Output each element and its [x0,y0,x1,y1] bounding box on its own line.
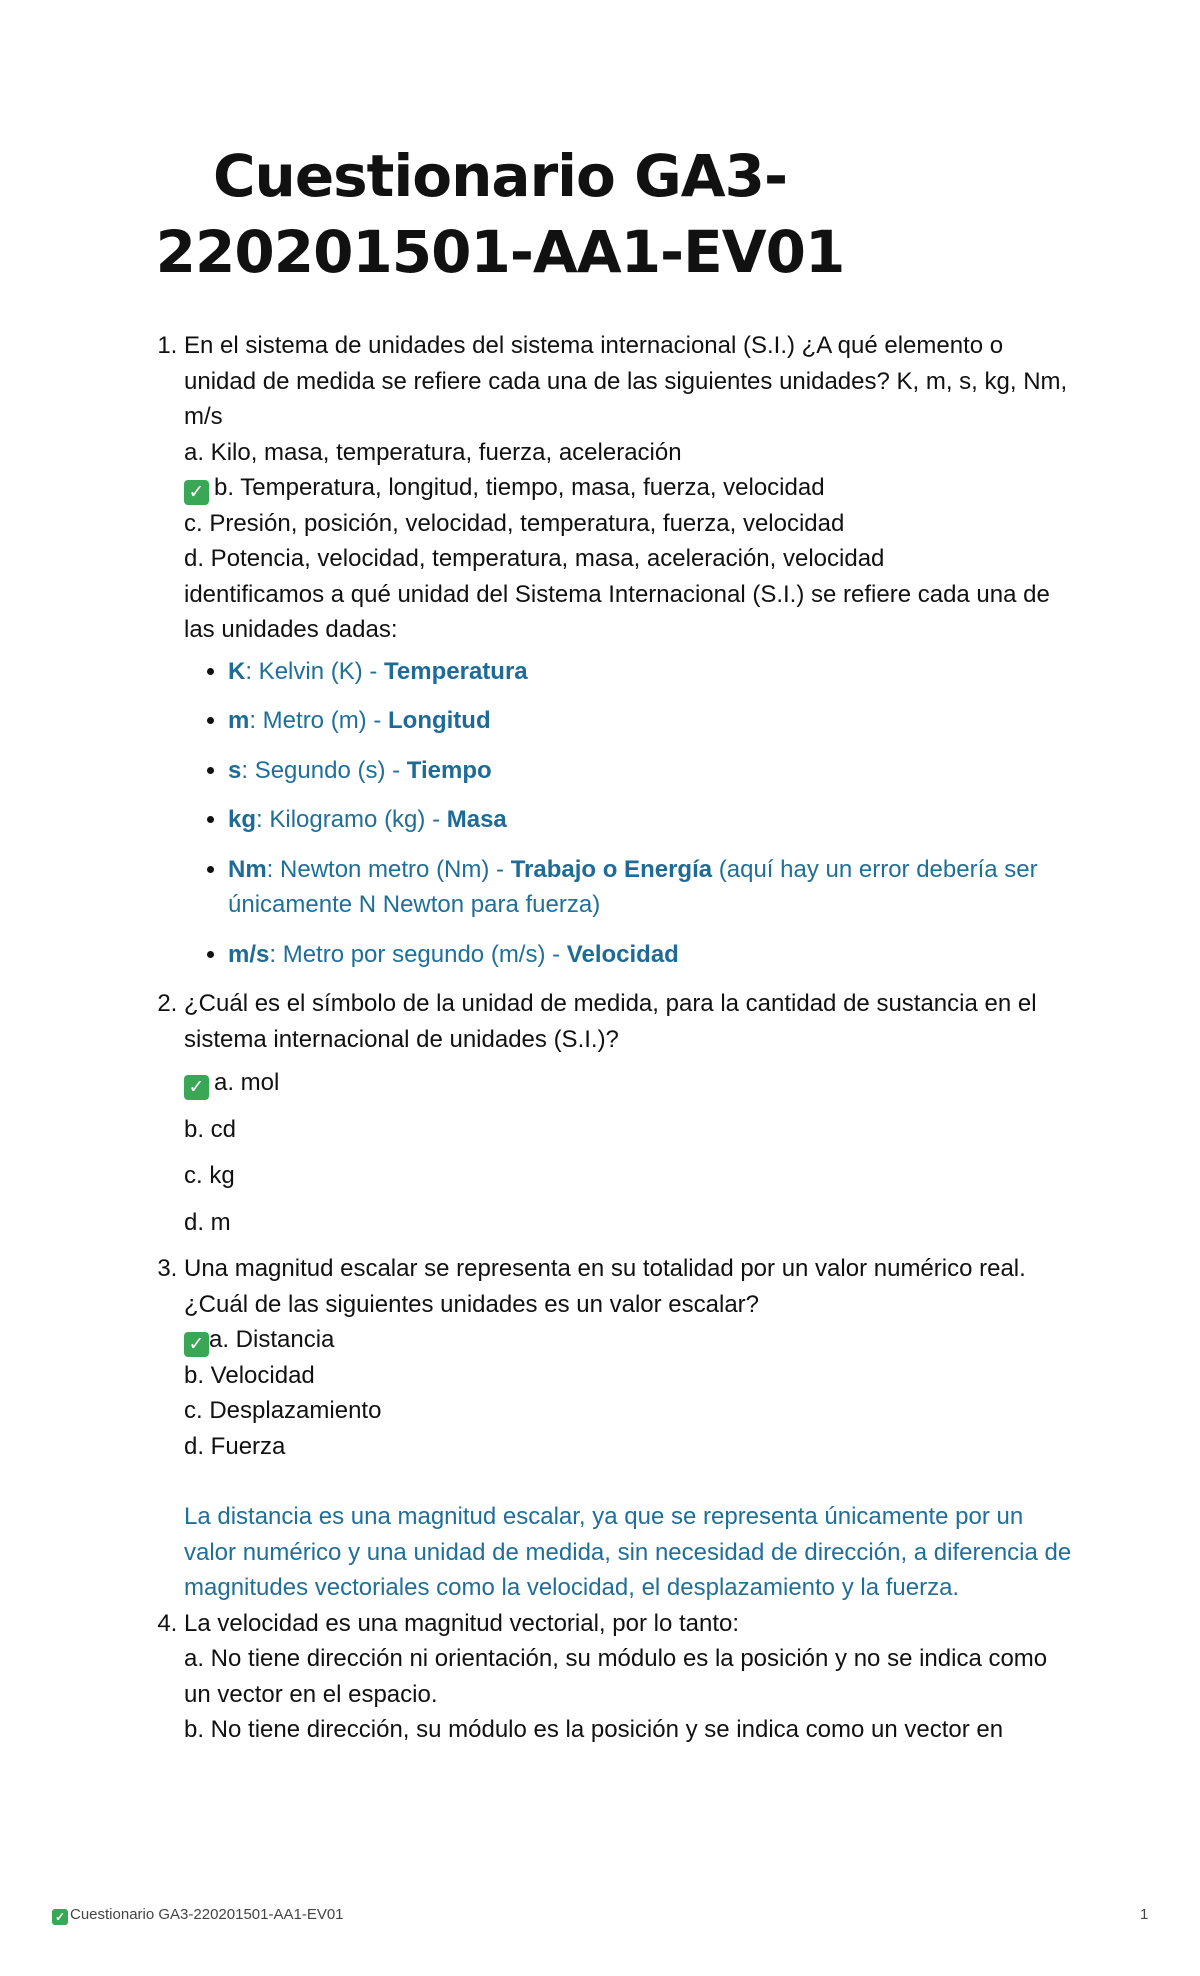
option-label: a. Distancia [209,1326,335,1353]
unit-symbol: kg [228,806,257,833]
option: b. No tiene dirección, su módulo es la posición y se indica como un vector en [184,1716,1004,1743]
unit-list [184,654,1075,973]
unit-quantity: Longitud [388,707,491,734]
unit-name: : Metro por segundo (m/s) - [269,940,567,968]
footer-title [52,1906,344,1925]
unit-note: (aquí hay un error debería ser únicamente N Newton para fuerza) [228,855,1038,918]
unit-name: : Kelvin (K) - [245,657,385,685]
unit-item [228,753,1075,789]
unit-quantity: Velocidad [566,940,679,968]
question-list [140,328,1075,1748]
check-icon: ✓ [184,480,209,505]
option-correct [184,1322,1075,1358]
question-stem: 2. ¿Cuál es el símbolo de la unidad de medida, para la cantidad de sustancia en el sistema internacional de unidades (S.I.)? [184,990,1037,1053]
unit-symbol: m [228,707,250,734]
question-stem: 1. En el sistema de unidades del sistema internacional (S.I.) ¿A qué elemento o unidad de medida se refiere cada una de las siguientes unidades? K, m, s, kg, Nm, m/s [184,332,1068,430]
footer-title-text: Cuestionario GA3-220201501-AA1-EV01 [70,1906,344,1923]
unit-symbol: s [228,756,242,784]
unit-symbol: Nm [228,855,267,883]
unit-item [228,802,1075,838]
option-correct [184,470,1075,506]
unit-name: : Newton metro (Nm) - [266,855,511,883]
option: a. No tiene dirección ni orientación, su módulo es la posición y no se indica como un vector en el espacio. [184,1645,1048,1708]
unit-item [228,852,1075,923]
unit-symbol: K [228,657,246,685]
unit-item [228,654,1075,690]
option-correct [184,1065,1075,1101]
question-stem: 3. Una magnitud escalar se representa en su totalidad por un valor numérico real. ¿Cuál de las siguientes unidades es un valor escalar? [184,1255,1026,1318]
page-title: Cuestionario GA3-220201501-AA1-EV01 [155,142,845,286]
unit-name: : Kilogramo (kg) - [256,806,447,833]
question-3 [184,1251,1075,1606]
unit-quantity: Tiempo [406,756,492,784]
question-1 [184,328,1075,972]
unit-name: : Metro (m) - [249,707,388,734]
page-number: 1 [1140,1906,1149,1923]
option: a. Kilo, masa, temperatura, fuerza, aceleración [184,438,682,466]
option-label: b. Temperatura, longitud, tiempo, masa, fuerza, velocidad [214,474,825,501]
explanation: La distancia es una magnitud escalar, ya que se representa únicamente por un valor numérico y una unidad de medida, sin necesidad de dirección, a diferencia de magnitudes vectoriales como la velocidad, el desplazamiento y la fuerza. [184,1503,1072,1601]
question-4 [184,1606,1075,1748]
unit-quantity: Temperatura [384,657,528,685]
option: b. cd [184,1115,237,1143]
option: c. Presión, posición, velocidad, temperatura, fuerza, velocidad [184,509,845,537]
unit-symbol: m/s [228,940,270,968]
option: b. Velocidad [184,1361,315,1389]
check-icon: ✓ [52,1909,68,1925]
questionnaire [140,328,1075,1748]
option: c. kg [184,1162,235,1189]
option: d. m [184,1208,231,1236]
unit-quantity: Trabajo o Energía [510,855,713,883]
unit-item [228,703,1075,739]
option: d. Fuerza [184,1432,286,1460]
option: c. Desplazamiento [184,1397,382,1424]
explanation-intro: identificamos a qué unidad del Sistema Internacional (S.I.) se refiere cada una de las unidades dadas: [184,580,1050,643]
unit-quantity: Masa [446,806,507,833]
check-icon: ✓ [184,1075,209,1100]
option-label: a. mol [214,1069,280,1096]
unit-item [228,937,1075,973]
check-icon: ✓ [184,1332,209,1357]
question-stem: 4. La velocidad es una magnitud vectorial, por lo tanto: [184,1609,740,1637]
unit-name: : Segundo (s) - [241,756,407,784]
question-2 [184,986,1075,1240]
option: d. Potencia, velocidad, temperatura, masa, aceleración, velocidad [184,545,885,572]
